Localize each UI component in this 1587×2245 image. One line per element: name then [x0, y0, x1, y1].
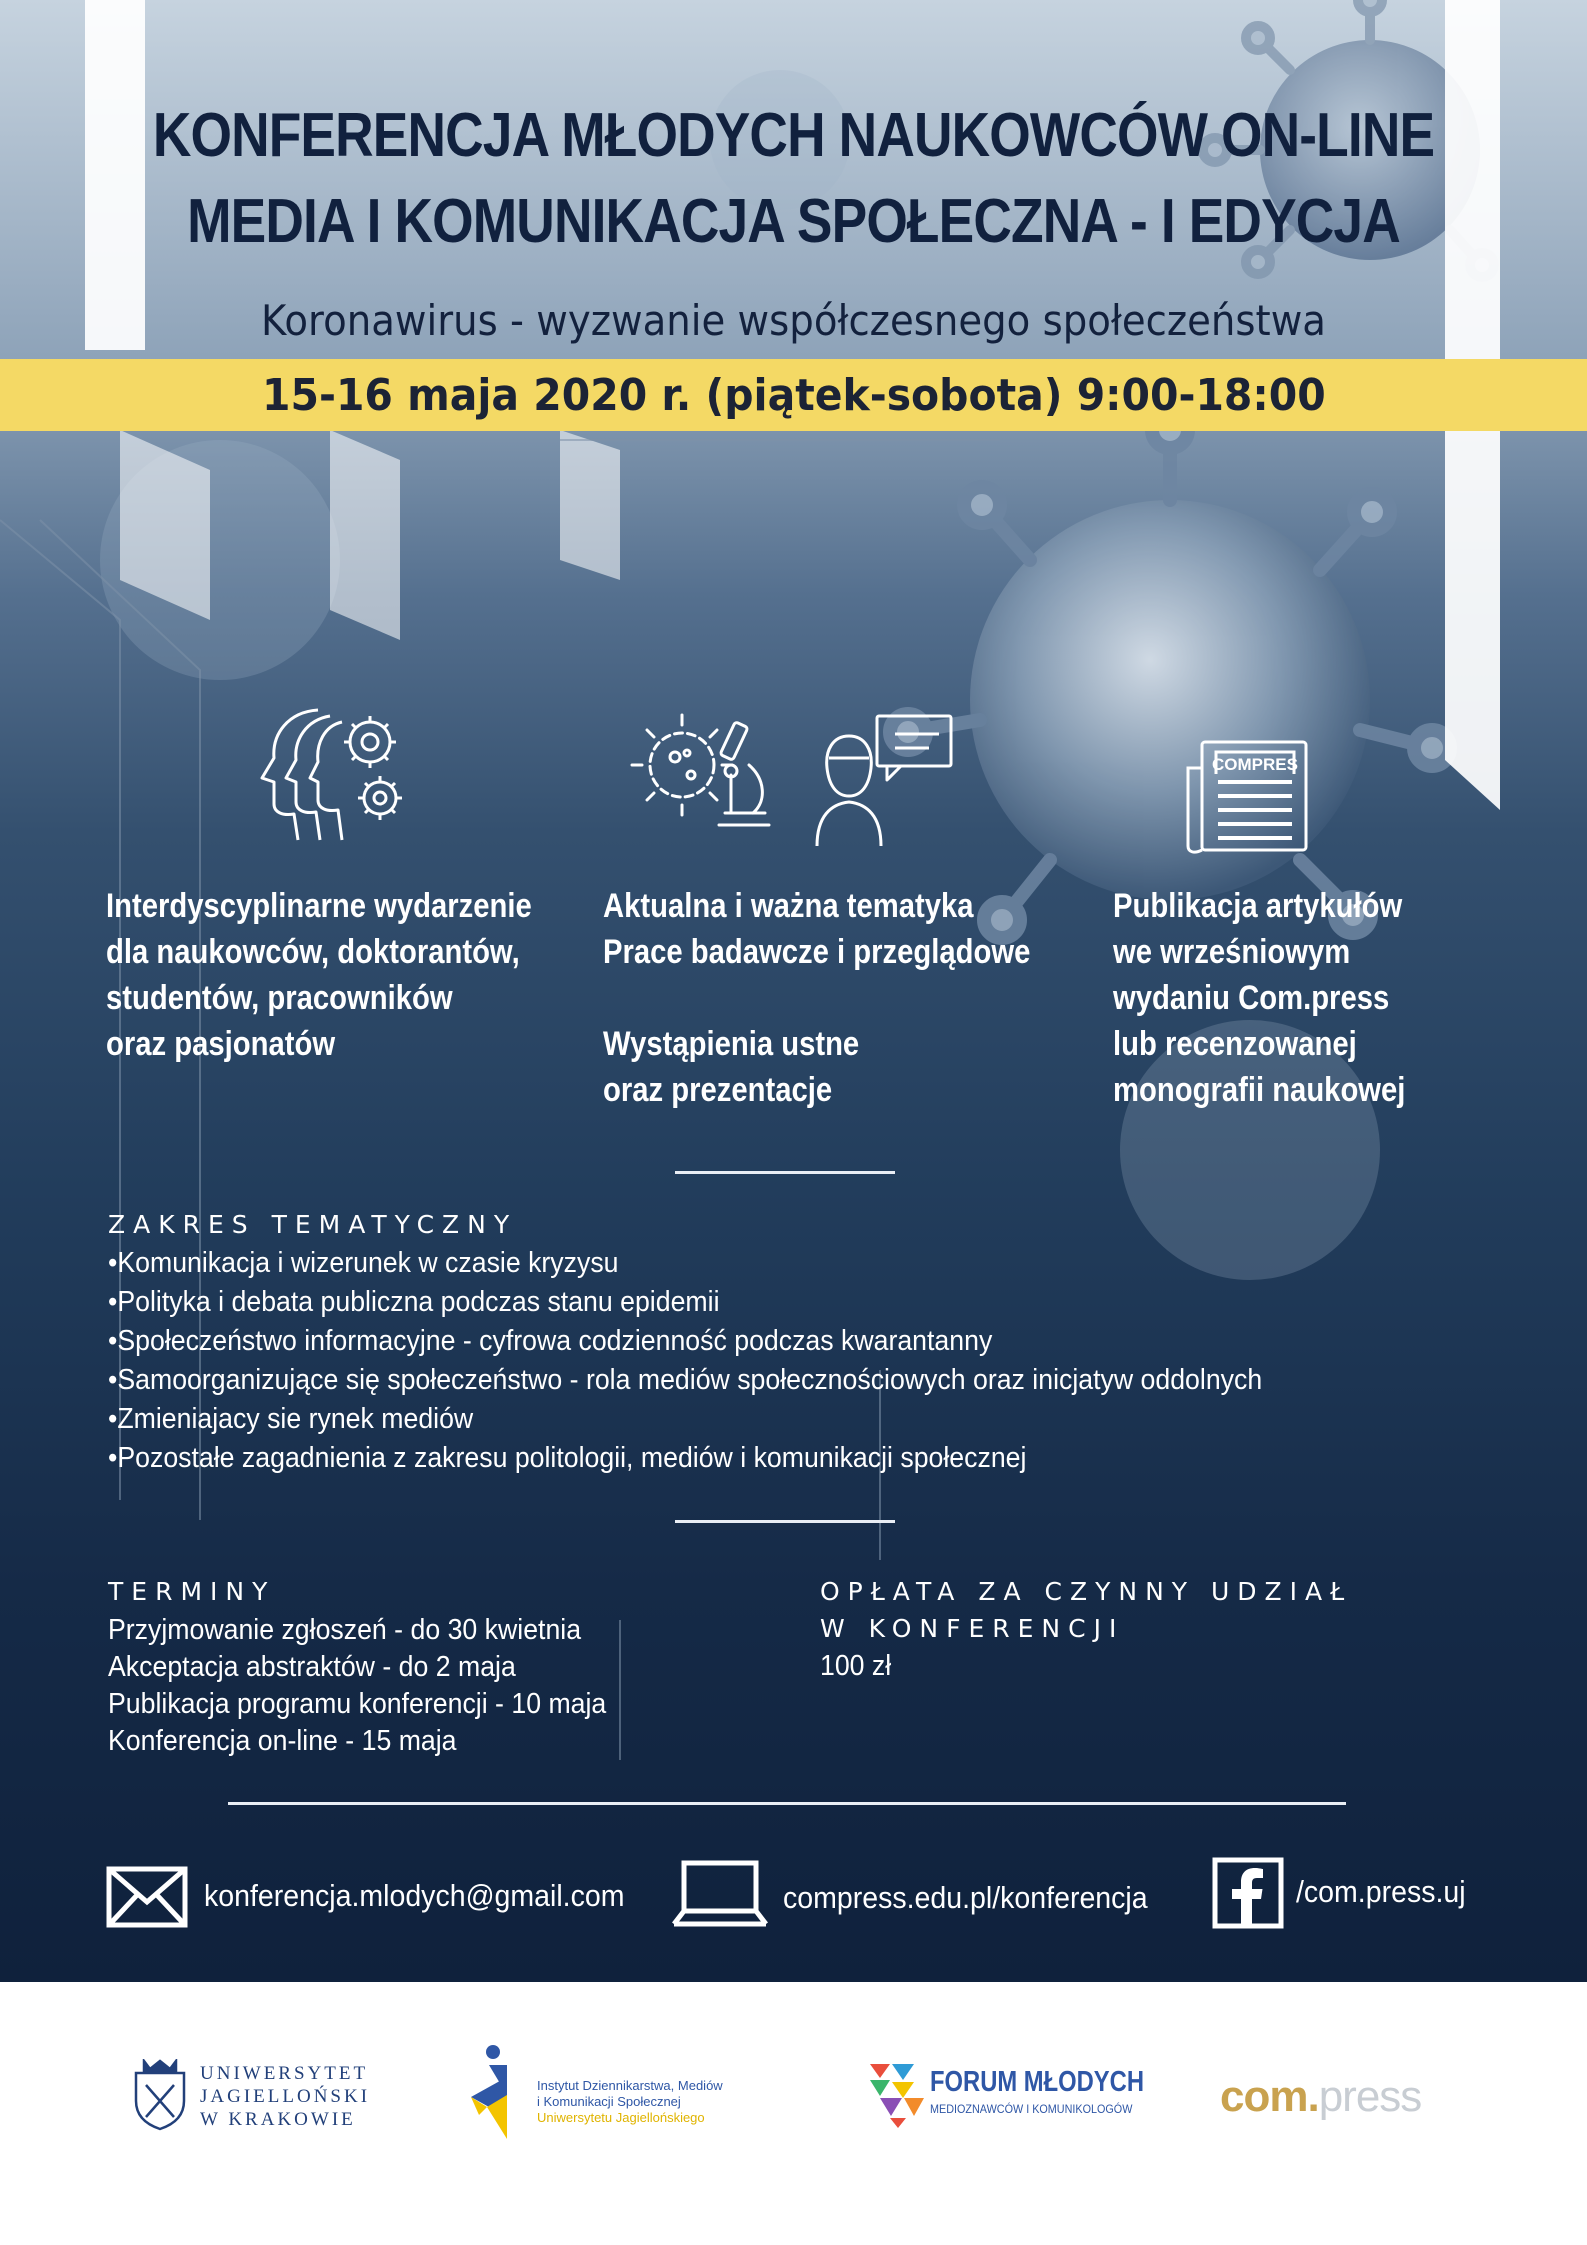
feature-topics: Aktualna i ważna tematyka Prace badawcze i przeglądowe Wystąpienia ustne oraz prezentacje: [603, 887, 1031, 1109]
laptop-icon: [672, 1860, 768, 1930]
terms-list: [108, 1612, 606, 1760]
institute-logo-line: Uniwersytetu Jagiellońskiego: [537, 2110, 705, 2125]
list-item: • Samoorganizujące się społeczeństwo - rola mediów społecznościowych oraz inicjatyw oddolnych: [108, 1361, 1262, 1400]
list-item: Przyjmowanie zgłoszeń - do 30 kwietnia: [108, 1614, 582, 1646]
fee-amount: 100 zł: [820, 1650, 892, 1682]
fee-heading-line-1: OPŁATA ZA CZYNNY UDZIAŁ: [820, 1577, 1353, 1606]
speaker-chat-icon: [815, 712, 955, 850]
conference-title-line-2: MEDIA I KOMUNIKACJA SPOŁECZNA - I EDYCJA: [187, 187, 1400, 256]
divider: [675, 1520, 895, 1523]
fee-heading-line-2: W KONFERENCJI: [820, 1614, 1125, 1643]
list-item: • Polityka i debata publiczna podczas stanu epidemii: [108, 1283, 1262, 1322]
uj-logo-line: UNIWERSYTET: [200, 2063, 369, 2084]
date-text: 15-16 maja 2020 r. (piątek-sobota) 9:00-18:00: [261, 369, 1326, 421]
list-item: Akceptacja abstraktów - do 2 maja: [108, 1651, 516, 1683]
facebook-icon: [1212, 1857, 1284, 1929]
conference-title-line-1: KONFERENCJA MŁODYCH NAUKOWCÓW ON-LINE: [152, 101, 1435, 170]
list-item: • Pozostałe zagadnienia z zakresu politologii, mediów i komunikacji społecznej: [108, 1439, 1262, 1478]
heads-gears-icon: [258, 700, 418, 850]
date-bar: [0, 359, 1587, 431]
institute-logo-mark: [467, 2045, 529, 2141]
newspaper-icon: [1180, 738, 1310, 856]
list-item: • Społeczeństwo informacyjne - cyfrowa codzienność podczas kwarantanny: [108, 1322, 1262, 1361]
newspaper-icon-label: COMPRES: [1212, 755, 1298, 774]
uj-logo-text: [200, 2062, 370, 2131]
list-item: Publikacja programu konferencji - 10 maja: [108, 1688, 607, 1720]
list-item: Konferencja on-line - 15 maja: [108, 1725, 457, 1757]
feature-publication: Publikacja artykułów we wrześniowym wydaniu Com.press lub recenzowanej monografii naukowej: [1113, 887, 1406, 1109]
scope-list: [108, 1244, 1262, 1478]
terms-heading: TERMINY: [108, 1577, 276, 1606]
compress-logo-part: com.: [1220, 2072, 1319, 2121]
uj-crest-logo: [130, 2059, 190, 2131]
divider: [228, 1802, 1346, 1805]
footer-logos: [0, 1982, 1587, 2245]
scope-heading: ZAKRES TEMATYCZNY: [108, 1210, 518, 1239]
contact-email[interactable]: konferencja.mlodych@gmail.com: [204, 1878, 625, 1913]
forum-logo-mark: [870, 2064, 926, 2128]
virus-microscope-icon: [627, 705, 777, 845]
institute-logo-line: i Komunikacji Społecznej: [537, 2094, 681, 2109]
compress-logo: [1220, 2072, 1421, 2122]
feature-interdisciplinary: Interdyscyplinarne wydarzenie dla naukowców, doktorantów, studentów, pracowników oraz pasjonatów: [106, 887, 532, 1063]
divider: [675, 1171, 895, 1174]
conference-subtitle: Koronawirus - wyzwanie współczesnego społeczeństwa: [260, 296, 1326, 345]
list-item: • Komunikacja i wizerunek w czasie kryzysu: [108, 1244, 1262, 1283]
compress-logo-part: press: [1318, 2072, 1422, 2121]
forum-logo-subtitle: MEDIOZNAWCÓW I KOMUNIKOLOGÓW: [930, 2102, 1133, 2116]
contact-facebook[interactable]: /com.press.uj: [1296, 1874, 1466, 1909]
uj-logo-line: W KRAKOWIE: [200, 2109, 356, 2130]
envelope-icon: [106, 1866, 188, 1928]
contact-website[interactable]: compress.edu.pl/konferencja: [783, 1880, 1148, 1915]
institute-logo-line: Instytut Dziennikarstwa, Mediów: [537, 2078, 723, 2093]
forum-logo-title: FORUM MŁODYCH: [930, 2066, 1145, 2098]
uj-logo-line: JAGIELLOŃSKI: [200, 2086, 371, 2107]
list-item: • Zmieniajacy sie rynek mediów: [108, 1400, 1262, 1439]
institute-logo-text: [537, 2078, 723, 2126]
